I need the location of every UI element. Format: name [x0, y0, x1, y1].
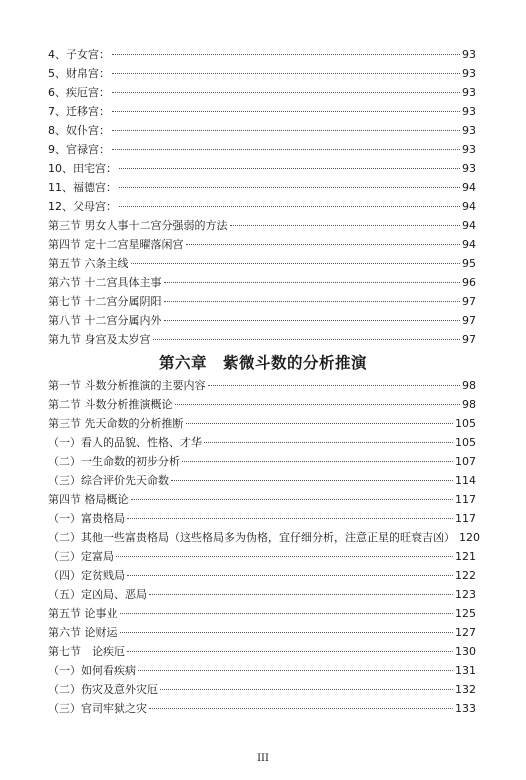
- dot-leader: [112, 92, 460, 93]
- dot-leader: [160, 689, 453, 690]
- toc-entry-page: 105: [455, 417, 476, 430]
- toc-entry-page: 117: [455, 512, 476, 525]
- toc-entry-title: （一）如何看疾病: [48, 664, 136, 677]
- toc-entry-page: 97: [462, 333, 476, 346]
- toc-entry[interactable]: [48, 311, 476, 330]
- toc-entry-page: 93: [462, 48, 476, 61]
- dot-leader: [131, 499, 454, 500]
- dot-leader: [153, 339, 461, 340]
- dot-leader: [112, 149, 460, 150]
- toc-entry-title: 10、田宅宫：: [48, 162, 117, 175]
- toc-entry-title: （二）其他一些富贵格局（这些格局多为伪格，宜仔细分析，注意正星的旺衰吉凶）: [48, 531, 455, 544]
- toc-entry-title: （三）官司牢狱之灾: [48, 702, 147, 715]
- dot-leader: [171, 480, 453, 481]
- toc-entry-title: 第六节 论财运: [48, 626, 118, 639]
- toc-entry[interactable]: [48, 216, 476, 235]
- dot-leader: [120, 632, 454, 633]
- toc-entry-title: 第二节 斗数分析推演概论: [48, 398, 173, 411]
- dot-leader: [112, 73, 460, 74]
- toc-entry-page: 120: [459, 531, 480, 544]
- dot-leader: [182, 461, 453, 462]
- dot-leader: [131, 263, 461, 264]
- toc-entry[interactable]: [48, 547, 476, 566]
- toc-entry-page: 93: [462, 67, 476, 80]
- toc-list-chapter-six: [48, 376, 480, 718]
- dot-leader: [149, 594, 453, 595]
- dot-leader: [164, 301, 461, 302]
- toc-entry[interactable]: [48, 45, 476, 64]
- toc-entry-title: 第七节 论疾厄: [48, 645, 125, 658]
- toc-entry[interactable]: [48, 604, 476, 623]
- toc-entry-page: 121: [455, 550, 476, 563]
- toc-entry[interactable]: [48, 197, 476, 216]
- dot-leader: [120, 613, 454, 614]
- dot-leader: [138, 670, 453, 671]
- toc-entry[interactable]: [48, 680, 476, 699]
- toc-entry-page: 127: [455, 626, 476, 639]
- toc-entry-page: 94: [462, 181, 476, 194]
- toc-entry-title: 第五节 论事业: [48, 607, 118, 620]
- dot-leader: [186, 244, 461, 245]
- toc-entry-title: 第一节 斗数分析推演的主要内容: [48, 379, 206, 392]
- toc-entry[interactable]: [48, 452, 476, 471]
- toc-entry[interactable]: [48, 64, 476, 83]
- dot-leader: [127, 575, 453, 576]
- dot-leader: [119, 168, 460, 169]
- toc-entry-page: 130: [455, 645, 476, 658]
- toc-entry[interactable]: [48, 433, 476, 452]
- toc-entry-page: 132: [455, 683, 476, 696]
- toc-entry-page: 97: [462, 314, 476, 327]
- toc-entry-page: 93: [462, 162, 476, 175]
- toc-entry-page: 123: [455, 588, 476, 601]
- toc-entry[interactable]: [48, 490, 476, 509]
- toc-entry-page: 94: [462, 219, 476, 232]
- toc-entry-title: （一）看人的品貌、性格、才华: [48, 436, 202, 449]
- toc-entry-title: 第三节 男女人事十二宫分强弱的方法: [48, 219, 228, 232]
- toc-entry-title: 第四节 格局概论: [48, 493, 129, 506]
- toc-entry[interactable]: [48, 376, 476, 395]
- toc-entry[interactable]: [48, 83, 476, 102]
- toc-entry-title: 9、官禄宫：: [48, 143, 110, 156]
- dot-leader: [119, 206, 460, 207]
- toc-entry[interactable]: [48, 254, 476, 273]
- toc-entry-page: 114: [455, 474, 476, 487]
- toc-entry-page: 94: [462, 200, 476, 213]
- toc-entry[interactable]: [48, 528, 480, 547]
- toc-entry[interactable]: [48, 623, 476, 642]
- toc-entry-page: 93: [462, 143, 476, 156]
- toc-entry-page: 133: [455, 702, 476, 715]
- dot-leader: [175, 404, 461, 405]
- toc-entry-page: 122: [455, 569, 476, 582]
- toc-entry-page: 107: [455, 455, 476, 468]
- toc-entry[interactable]: [48, 330, 476, 349]
- toc-entry-title: （四）定贫贱局: [48, 569, 125, 582]
- dot-leader: [164, 320, 461, 321]
- toc-entry-page: 95: [462, 257, 476, 270]
- toc-entry-title: 第五节 六条主线: [48, 257, 129, 270]
- toc-entry-title: 11、福德宫：: [48, 181, 117, 194]
- toc-entry-title: 第八节 十二宫分属内外: [48, 314, 162, 327]
- toc-entry-page: 93: [462, 86, 476, 99]
- toc-entry-title: （二）伤灾及意外灾厄: [48, 683, 158, 696]
- dot-leader: [112, 130, 460, 131]
- dot-leader: [204, 442, 453, 443]
- toc-entry-title: （五）定凶局、恶局: [48, 588, 147, 601]
- toc-entry-page: 93: [462, 124, 476, 137]
- toc-entry[interactable]: [48, 414, 476, 433]
- toc-entry-title: （二）一生命数的初步分析: [48, 455, 180, 468]
- dot-leader: [127, 518, 453, 519]
- toc-entry[interactable]: [48, 395, 476, 414]
- toc-list-chapter-five: [48, 45, 476, 349]
- toc-entry-title: （三）定富局: [48, 550, 114, 563]
- dot-leader: [119, 187, 460, 188]
- toc-entry[interactable]: [48, 509, 476, 528]
- toc-entry-title: 第九节 身宫及太岁宫: [48, 333, 151, 346]
- dot-leader: [149, 708, 453, 709]
- toc-entry[interactable]: [48, 292, 476, 311]
- dot-leader: [230, 225, 461, 226]
- toc-entry[interactable]: [48, 471, 476, 490]
- toc-entry-title: 第七节 十二宫分属阴阳: [48, 295, 162, 308]
- chapter-heading: 第六章 紫微斗数的分析推演: [158, 354, 367, 372]
- toc-entry-page: 98: [462, 379, 476, 392]
- toc-entry[interactable]: [48, 642, 476, 661]
- toc-entry[interactable]: [48, 121, 476, 140]
- toc-entry[interactable]: [48, 273, 476, 292]
- dot-leader: [127, 651, 453, 652]
- toc-entry-title: 12、父母宫：: [48, 200, 117, 213]
- dot-leader: [208, 385, 461, 386]
- dot-leader: [164, 282, 461, 283]
- toc-entry-title: 4、子女宫：: [48, 48, 110, 61]
- toc-entry-page: 105: [455, 436, 476, 449]
- toc-entry-title: 第四节 定十二宫星曜落闲宫: [48, 238, 184, 251]
- dot-leader: [112, 54, 460, 55]
- toc-entry-page: 117: [455, 493, 476, 506]
- toc-entry-title: 6、疾厄宫：: [48, 86, 110, 99]
- toc-entry-title: 7、迁移宫：: [48, 105, 110, 118]
- toc-entry[interactable]: [48, 699, 476, 718]
- toc-entry-page: 96: [462, 276, 476, 289]
- toc-entry-title: （一）富贵格局: [48, 512, 125, 525]
- toc-entry[interactable]: [48, 140, 476, 159]
- toc-entry-page: 98: [462, 398, 476, 411]
- toc-entry[interactable]: [48, 102, 476, 121]
- toc-entry[interactable]: [48, 566, 476, 585]
- toc-entry-title: （三）综合评价先天命数: [48, 474, 169, 487]
- toc-entry[interactable]: [48, 159, 476, 178]
- toc-entry-title: 第三节 先天命数的分析推断: [48, 417, 184, 430]
- toc-entry-title: 8、奴仆宫：: [48, 124, 110, 137]
- toc-entry[interactable]: [48, 585, 476, 604]
- toc-entry[interactable]: [48, 178, 476, 197]
- toc-entry-page: 97: [462, 295, 476, 308]
- toc-entry-page: 125: [455, 607, 476, 620]
- page-number: III: [257, 753, 269, 764]
- toc-entry-page: 93: [462, 105, 476, 118]
- toc-entry[interactable]: [48, 661, 476, 680]
- dot-leader: [116, 556, 453, 557]
- toc-entry-title: 5、财帛宫：: [48, 67, 110, 80]
- toc-entry-page: 94: [462, 238, 476, 251]
- dot-leader: [186, 423, 454, 424]
- toc-entry-page: 131: [455, 664, 476, 677]
- toc-entry[interactable]: [48, 235, 476, 254]
- toc-entry-title: 第六节 十二宫具体主事: [48, 276, 162, 289]
- dot-leader: [112, 111, 460, 112]
